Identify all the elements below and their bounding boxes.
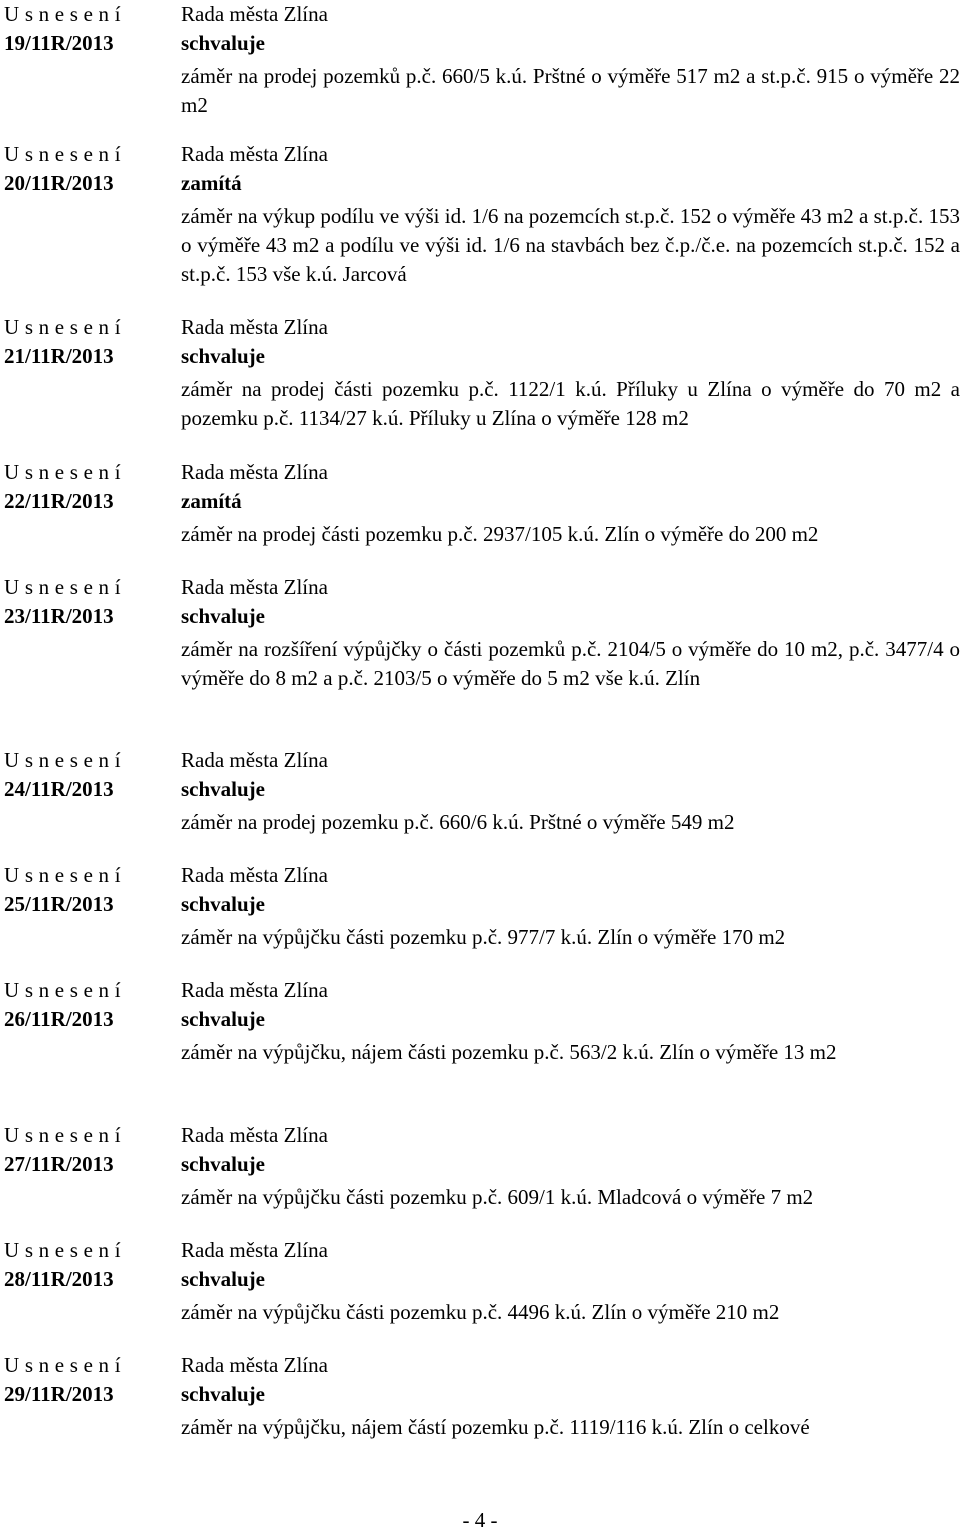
- resolution-content: [181, 1236, 960, 1327]
- resolution-text: záměr na výkup podílu ve výši id. 1/6 na pozemcích st.p.č. 152 o výměře 43 m2 a st.p.č. 153 o výměře 43 m2 a podílu ve výši id. 1/6 na stavbách bez č.p./č.e. na pozemcích st.p.č. 152 a st.p.č. 153 vše k.ú. Jarcová: [181, 204, 960, 286]
- resolution-content: [181, 313, 960, 433]
- resolution-heading: [4, 573, 174, 631]
- resolution-authority: Rada města Zlína: [181, 1353, 328, 1377]
- resolution-authority: Rada města Zlína: [181, 315, 328, 339]
- resolution-heading: [4, 1121, 174, 1179]
- resolution-verb: schvaluje: [181, 31, 265, 55]
- resolution-authority: Rada města Zlína: [181, 142, 328, 166]
- resolution-heading: [4, 458, 174, 516]
- resolution-content: [181, 573, 960, 693]
- resolution-number: 19/11R/2013: [4, 31, 114, 55]
- resolution-heading: [4, 746, 174, 804]
- resolution-verb: schvaluje: [181, 777, 265, 801]
- resolution-number: 22/11R/2013: [4, 489, 114, 513]
- resolution-text: záměr na výpůjčku části pozemku p.č. 4496 k.ú. Zlín o výměře 210 m2: [181, 1300, 780, 1324]
- resolution-number: 24/11R/2013: [4, 777, 114, 801]
- page-number: - 4 -: [462, 1508, 498, 1532]
- resolution-label: U s n e s e n í: [4, 1123, 121, 1147]
- resolution-text: záměr na prodej části pozemku p.č. 2937/105 k.ú. Zlín o výměře do 200 m2: [181, 522, 819, 546]
- resolution-text: záměr na výpůjčku, nájem části pozemku p.č. 563/2 k.ú. Zlín o výměře 13 m2: [181, 1040, 837, 1064]
- resolution-number: 25/11R/2013: [4, 892, 114, 916]
- resolution-authority: Rada města Zlína: [181, 460, 328, 484]
- resolution-label: U s n e s e n í: [4, 978, 121, 1002]
- resolution-label: U s n e s e n í: [4, 1353, 121, 1377]
- resolution-heading: [4, 140, 174, 198]
- resolution-text: záměr na výpůjčku, nájem částí pozemku p.č. 1119/116 k.ú. Zlín o celkové: [181, 1415, 810, 1439]
- resolution-authority: Rada města Zlína: [181, 575, 328, 599]
- resolution-number: 27/11R/2013: [4, 1152, 114, 1176]
- resolution-heading: [4, 0, 174, 58]
- resolution-number: 28/11R/2013: [4, 1267, 114, 1291]
- resolution-text: záměr na výpůjčku části pozemku p.č. 609/1 k.ú. Mladcová o výměře 7 m2: [181, 1185, 814, 1209]
- resolution-verb: schvaluje: [181, 1152, 265, 1176]
- resolution-number: 21/11R/2013: [4, 344, 114, 368]
- resolution-content: [181, 140, 960, 289]
- resolution-verb: schvaluje: [181, 344, 265, 368]
- resolution-label: U s n e s e n í: [4, 2, 121, 26]
- resolution-label: U s n e s e n í: [4, 460, 121, 484]
- resolution-heading: [4, 313, 174, 371]
- resolution-heading: [4, 1236, 174, 1294]
- resolution-text: záměr na prodej pozemku p.č. 660/6 k.ú. Prštné o výměře 549 m2: [181, 810, 735, 834]
- resolution-authority: Rada města Zlína: [181, 2, 328, 26]
- resolution-verb: zamítá: [181, 171, 242, 195]
- resolution-authority: Rada města Zlína: [181, 863, 328, 887]
- resolution-text: záměr na výpůjčku části pozemku p.č. 977/7 k.ú. Zlín o výměře 170 m2: [181, 925, 786, 949]
- resolution-text: záměr na prodej pozemků p.č. 660/5 k.ú. Prštné o výměře 517 m2 a st.p.č. 915 o výměře 22 m2: [181, 64, 960, 117]
- resolution-content: [181, 861, 960, 952]
- resolution-text: záměr na rozšíření výpůjčky o části pozemků p.č. 2104/5 o výměře do 10 m2, p.č. 3477/4 o výměře do 8 m2 a p.č. 2103/5 o výměře do 5 m2 vše k.ú. Zlín: [181, 637, 960, 690]
- resolution-authority: Rada města Zlína: [181, 978, 328, 1002]
- resolution-content: [181, 976, 960, 1067]
- resolution-authority: Rada města Zlína: [181, 1238, 328, 1262]
- resolution-verb: schvaluje: [181, 1382, 265, 1406]
- resolution-content: [181, 746, 960, 837]
- resolution-verb: zamítá: [181, 489, 242, 513]
- resolution-verb: schvaluje: [181, 604, 265, 628]
- resolution-content: [181, 1121, 960, 1212]
- resolution-verb: schvaluje: [181, 1007, 265, 1031]
- resolution-authority: Rada města Zlína: [181, 1123, 328, 1147]
- resolution-number: 26/11R/2013: [4, 1007, 114, 1031]
- resolution-authority: Rada města Zlína: [181, 748, 328, 772]
- resolution-verb: schvaluje: [181, 1267, 265, 1291]
- resolution-heading: [4, 861, 174, 919]
- resolution-text: záměr na prodej části pozemku p.č. 1122/1 k.ú. Příluky u Zlína o výměře do 70 m2 a pozemku p.č. 1134/27 k.ú. Příluky u Zlína o výměře 128 m2: [181, 377, 960, 430]
- resolution-label: U s n e s e n í: [4, 315, 121, 339]
- resolution-number: 23/11R/2013: [4, 604, 114, 628]
- resolution-content: [181, 0, 960, 120]
- resolution-label: U s n e s e n í: [4, 142, 121, 166]
- resolution-verb: schvaluje: [181, 892, 265, 916]
- resolution-label: U s n e s e n í: [4, 863, 121, 887]
- resolution-number: 29/11R/2013: [4, 1382, 114, 1406]
- resolution-content: [181, 458, 960, 549]
- resolution-label: U s n e s e n í: [4, 1238, 121, 1262]
- resolution-heading: [4, 1351, 174, 1409]
- resolution-heading: [4, 976, 174, 1034]
- resolution-label: U s n e s e n í: [4, 748, 121, 772]
- resolution-label: U s n e s e n í: [4, 575, 121, 599]
- resolution-number: 20/11R/2013: [4, 171, 114, 195]
- resolution-content: [181, 1351, 960, 1442]
